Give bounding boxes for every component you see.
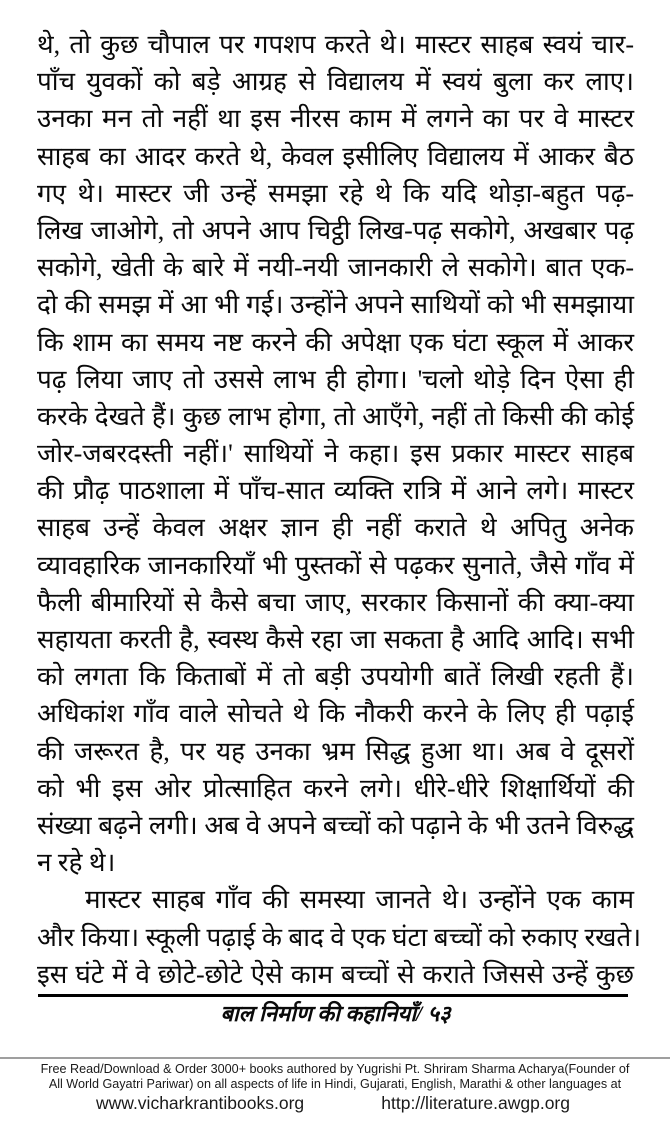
text-line: गए थे। मास्टर जी उन्हें समझा रहे थे कि यदि थोड़ा-बहुत पढ़- xyxy=(37,178,634,208)
body-text xyxy=(37,26,642,993)
text-line: की जरूरत है, पर यह उनका भ्रम सिद्ध हुआ था। अब वे दूसरों xyxy=(37,736,634,766)
text-line: अधिकांश गाँव वाले सोचते थे कि नौकरी करने के लिए ही पढ़ाई xyxy=(37,699,634,729)
text-line: कि शाम का समय नष्ट करने की अपेक्षा एक घंटा स्कूल में आकर xyxy=(37,327,634,357)
text-line: संख्या बढ़ने लगी। अब वे अपने बच्चों को पढ़ाने के भी उतने विरुद्ध xyxy=(37,810,634,840)
text-line: न रहे थे। xyxy=(37,848,116,878)
text-line: को भी इस ओर प्रोत्साहित करने लगे। धीरे-धीरे शिक्षार्थियों की xyxy=(37,773,634,803)
text-line: लिख जाओगे, तो अपने आप चिट्ठी लिख-पढ़ सकोगे, अखबार पढ़ xyxy=(37,215,634,245)
text-line: की प्रौढ़ पाठशाला में पाँच-सात व्यक्ति रात्रि में आने लगे। मास्टर xyxy=(37,476,634,506)
text-line: साहब का आदर करते थे, केवल इसीलिए विद्यालय में आकर बैठ xyxy=(37,141,634,171)
publisher-footer-line1: Free Read/Download & Order 3000+ books authored by Yugrishi Pt. Shriram Sharma Acharya(Founder of xyxy=(40,1062,630,1076)
url-literature-awgp: http://literature.awgp.org xyxy=(381,1093,570,1114)
text-line: पढ़ लिया जाए तो उससे लाभ ही होगा। 'चलो थोड़े दिन ऐसा ही xyxy=(37,364,634,394)
book-title-page-number: बाल निर्माण की कहानियाँ/ ५३ xyxy=(220,1001,451,1026)
url-vicharkrantibooks: www.vicharkrantibooks.org xyxy=(96,1093,305,1114)
text-line: जोर-जबरदस्ती नहीं।' साथियों ने कहा। इस प्रकार मास्टर साहब xyxy=(37,439,634,469)
publisher-urls xyxy=(0,1093,670,1113)
text-line: दो की समझ में आ भी गई। उन्होंने अपने साथियों को भी समझाया xyxy=(37,290,634,320)
text-line: इस घंटे में वे छोटे-छोटे ऐसे काम बच्चों से कराते जिससे उन्हें कुछ xyxy=(37,959,634,989)
text-line: को लगता कि किताबों में तो बड़ी उपयोगी बातें लिखी रहती हैं। xyxy=(37,662,634,692)
text-line: साहब उन्हें केवल अक्षर ज्ञान ही नहीं कराते थे अपितु अनेक xyxy=(37,513,634,543)
text-line: सहायता करती है, स्वस्थ कैसे रहा जा सकता है आदि आदि। सभी xyxy=(37,625,634,654)
text-line: और किया। स्कूली पढ़ाई के बाद वे एक घंटा बच्चों को रुकाए रखते। xyxy=(37,922,642,952)
text-line: व्यावहारिक जानकारियाँ भी पुस्तकों से पढ़कर सुनाते, जैसे गाँव में xyxy=(37,550,634,580)
publisher-footer-line2: All World Gayatri Pariwar) on all aspects of life in Hindi, Gujarati, English, Marathi & other languages at xyxy=(48,1077,622,1092)
text-line: पाँच युवकों को बड़े आग्रह से विद्यालय में स्वयं बुला कर लाए। xyxy=(37,67,634,97)
publisher-footer xyxy=(0,1057,670,1113)
text-line: मास्टर साहब गाँव की समस्या जानते थे। उन्होंने एक काम xyxy=(85,885,634,915)
text-line: थे, तो कुछ चौपाल पर गपशप करते थे। मास्टर साहब स्वयं चार- xyxy=(37,30,634,59)
text-line: करके देखते हैं। कुछ लाभ होगा, तो आएँगे, नहीं तो किसी की कोई xyxy=(37,401,634,431)
text-line: फैली बीमारियों से कैसे बचा जाए, सरकार किसानों की क्या-क्या xyxy=(37,587,634,617)
text-line: सकोगे, खेती के बारे में नयी-नयी जानकारी ले सकोगे। बात एक- xyxy=(37,253,634,283)
text-line: उनका मन तो नहीं था इस नीरस काम में लगने का पर वे मास्टर xyxy=(37,104,634,134)
footer-divider-rule xyxy=(38,994,628,997)
